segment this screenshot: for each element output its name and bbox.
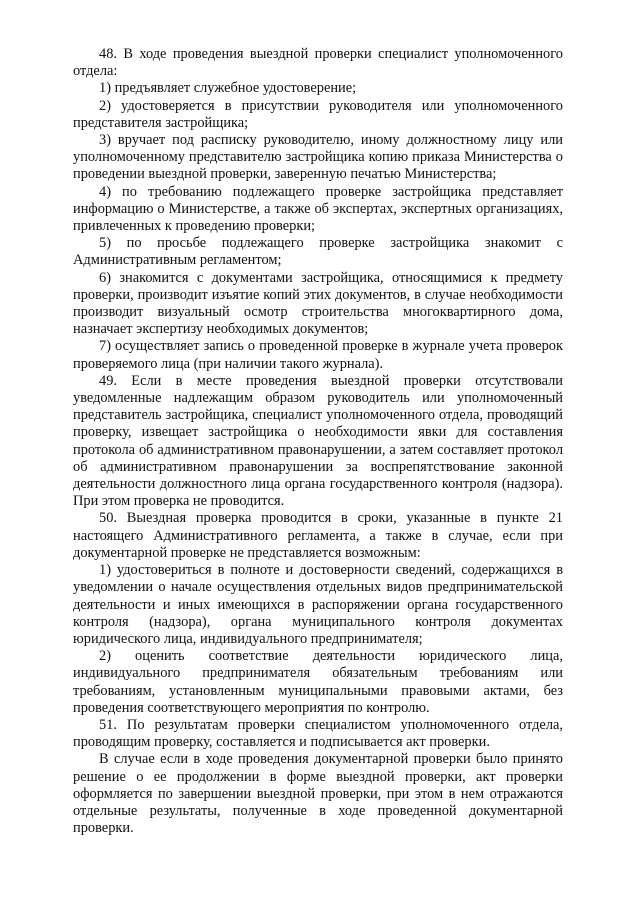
paragraph-50-item-2: 2) оценить соответствие деятельности юридического лица, индивидуального предпринимателя обязательным требованиям или требованиям, установленным муниципальными правовыми актами, без проведения соответствующего мероприятия по контролю. [73,648,563,716]
paragraph-50: 50. Выездная проверка проводится в сроки, указанные в пункте 21 настоящего Административного регламента, а также в случае, если при документарной проверке не представляется возможным: [73,510,563,561]
paragraph-48-item-1: 1) предъявляет служебное удостоверение; [99,80,357,97]
paragraph-48-item-6: 6) знакомится с документами застройщика, относящимися к предмету проверки, производит изъятие копий этих документов, в случае необходимости производит визуальный осмотр строительства многоквартирного дома, назначает экспертизу необходимых документов; [73,269,563,338]
paragraph-51-continuation: В случае если в ходе проведения документарной проверки было принято решение о ее продолжении в форме выездной проверки, акт проверки оформляется по завершении выездной проверки, при этом в нем отражаются отдельные результаты, полученные в ходе проведенной документарной проверки. [73,751,563,837]
paragraph-48-item-7: 7) осуществляет запись о проведенной проверке в журнале учета проверок проверяемого лица (при наличии такого журнала). [73,338,563,372]
paragraph-48-item-3: 3) вручает под расписку руководителю, иному должностному лицу или уполномоченному представителю застройщика копию приказа Министерства о проведении выездной проверки, заверенную печатью Министерства; [73,132,563,183]
paragraph-48-item-5: 5) по просьбе подлежащего проверке застройщика знакомит с Административным регламентом; [73,235,563,269]
paragraph-49: 49. Если в месте проведения выездной проверки отсутствовали уведомленные надлежащим образом руководитель или уполномоченный представитель застройщика, специалист уполномоченного отдела, проводящий проверку, извещает застройщика о необходимости явки для составления протокола об административном правонарушении, а затем составляет протокол об административном правонарушении за воспрепятствование законной деятельности должностного лица органа государственного контроля (надзора). При этом проверка не проводится. [73,372,563,510]
document-page [73,46,563,837]
paragraph-48: 48. В ходе проведения выездной проверки специалист уполномоченного отдела: [73,46,563,80]
paragraph-48-item-4: 4) по требованию подлежащего проверке застройщика представляет информацию о Министерстве, а также об экспертах, экспертных организациях, привлеченных к проведению проверки; [73,183,563,235]
paragraph-51: 51. По результатам проверки специалистом уполномоченного отдела, проводящим проверку, составляется и подписывается акт проверки. [73,716,563,751]
paragraph-50-item-1: 1) удостовериться в полноте и достоверности сведений, содержащихся в уведомлении о начале осуществления отдельных видов предпринимательской деятельности и иных имеющихся в распоряжении органа государственного контроля (надзора), органа муниципального контроля документах юридического лица, индивидуального предпринимателя; [73,562,563,647]
paragraph-48-item-2: 2) удостоверяется в присутствии руководителя или уполномоченного представителя застройщика; [73,97,563,131]
